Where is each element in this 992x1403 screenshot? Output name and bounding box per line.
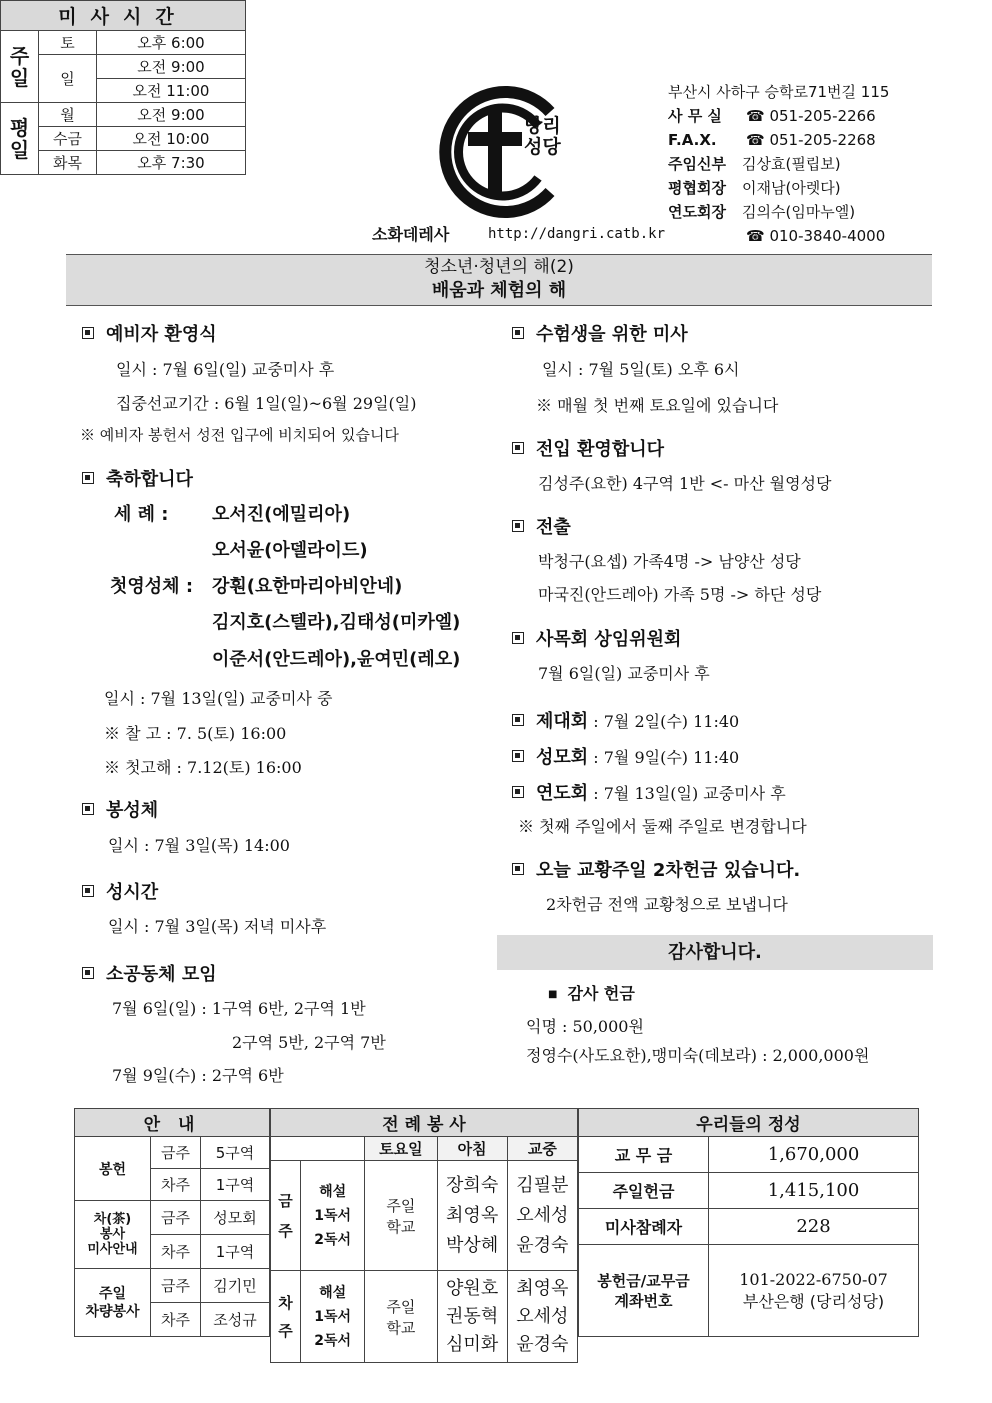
guide-value: 성모회 — [201, 1201, 270, 1235]
text-line: 일시 : 7월 5일(토) 오후 6시 — [542, 360, 740, 379]
text-line: 익명 : 50,000원 — [526, 1017, 644, 1036]
guide-key: 금주 — [151, 1201, 201, 1235]
guide-category: 차(茶) 봉사 미사안내 — [75, 1201, 151, 1269]
mass-time: 오전 9:00 — [97, 55, 246, 79]
guide-value: 김기민 — [201, 1269, 270, 1303]
organization-name: 소화데레사 — [372, 225, 450, 244]
mass-time: 오전 10:00 — [97, 127, 246, 151]
bullet-icon — [512, 327, 524, 339]
liturgy-title: 전 례 봉 사 — [271, 1109, 578, 1137]
logo-text: 당리 성당 — [524, 115, 561, 158]
account-bank: 부산은행 (당리성당) — [742, 1291, 885, 1311]
guide-category: 봉헌 — [75, 1137, 151, 1201]
guide-key: 금주 — [151, 1269, 201, 1303]
contact-row: F.A.X. ☎ 051-205-2268 — [668, 131, 876, 149]
liturgy-col: 교중 — [507, 1137, 577, 1161]
text-line: ※ 첫고해 : 7.12(토) 16:00 — [104, 758, 302, 777]
liturgy-main: 김필분 오세성 윤경숙 — [507, 1161, 577, 1271]
guide-key: 금주 — [151, 1137, 201, 1169]
section-papal-collection: 오늘 교황주일 2차헌금 있습니다. — [512, 856, 800, 882]
mass-day: 일 — [39, 55, 97, 103]
text-line: 마국진(안드레아) 가족 5명 -> 하단 성당 — [538, 585, 822, 604]
section-congrats: 축하합니다 — [82, 465, 193, 491]
text-line: ※ 매월 첫 번째 토요일에 있습니다 — [536, 396, 779, 415]
section-holy-hour: 성시간 — [82, 878, 158, 904]
liturgy-morning: 장희숙 최영옥 박상혜 — [437, 1161, 507, 1271]
text-line: 김성주(요한) 4구역 1반 <- 마산 월영성당 — [538, 474, 832, 493]
communion-name: 김지호(스텔라),김태성(미카엘) — [212, 612, 461, 633]
liturgy-col: 토요일 — [365, 1137, 437, 1161]
sunday-label: 주일 — [1, 31, 39, 103]
bullet-icon — [82, 967, 94, 979]
thanks-sub: ■ 감사 헌금 — [548, 984, 635, 1003]
offering-value: 228 — [709, 1209, 919, 1245]
bullet-icon — [82, 472, 94, 484]
logo-cross-horizontal — [468, 132, 522, 146]
mass-schedule-table — [0, 0, 246, 175]
text-line: 7월 6일(일) : 1구역 6반, 2구역 1반 — [112, 999, 366, 1018]
text-line: 일시 : 7월 3일(목) 14:00 — [108, 836, 290, 855]
contact-block — [668, 80, 889, 248]
contact-row: 연도회장 김의수(임마누엘) — [668, 203, 856, 221]
bullet-icon — [512, 520, 524, 532]
liturgy-col: 아침 — [437, 1137, 507, 1161]
liturgy-roles: 해설 1독서 2독서 — [301, 1271, 365, 1363]
bullet-icon — [82, 803, 94, 815]
text-line: ※ 찰 고 : 7. 5(토) 16:00 — [104, 724, 287, 743]
mass-time: 오전 11:00 — [97, 79, 246, 103]
bullet-icon — [82, 327, 94, 339]
liturgy-week-label: 금주 — [271, 1161, 301, 1271]
communion-name: 이준서(안드레아),윤여민(레오) — [212, 649, 461, 670]
guide-key: 차주 — [151, 1235, 201, 1269]
mass-day: 화목 — [39, 151, 97, 175]
guide-value: 1구역 — [201, 1235, 270, 1269]
section-catechumen: 예비자 환영식 — [82, 320, 217, 346]
contact-row: 사 무 실 ☎ 051-205-2266 — [668, 107, 876, 125]
account-number: 101-2022-6750-07 — [739, 1269, 888, 1289]
contact-row: ☎ 010-3840-4000 — [746, 227, 886, 245]
baptism-name: 오서윤(아델라이드) — [212, 540, 368, 561]
offering-title: 우리들의 정성 — [579, 1109, 919, 1137]
offering-value: 1,415,100 — [709, 1173, 919, 1209]
communion-name: 강훤(요한마리아비안네) — [212, 576, 403, 597]
section-communion-sick: 봉성체 — [82, 796, 158, 822]
mass-day: 수금 — [39, 127, 97, 151]
guide-category: 주일 차량봉사 — [75, 1269, 151, 1337]
liturgy-week-label: 차주 — [271, 1271, 301, 1363]
text-line: 7월 9일(수) : 2구역 6반 — [112, 1066, 284, 1085]
banner-line1: 청소년·청년의 해(2) — [424, 257, 574, 277]
guide-title: 안 내 — [75, 1109, 270, 1137]
banner-line2: 배움과 체험의 해 — [431, 280, 567, 301]
liturgy-sat: 주일 학교 — [365, 1161, 437, 1271]
section-legion: 성모회 : 7월 9일(수) 11:40 — [512, 743, 739, 769]
liturgy-roles: 해설 1독서 2독서 — [301, 1161, 365, 1271]
guide-key: 차주 — [151, 1169, 201, 1201]
guide-value: 조성규 — [201, 1303, 270, 1337]
text-line: 일시 : 7월 13일(일) 교중미사 중 — [104, 689, 333, 708]
guide-table — [74, 1108, 270, 1337]
bullet-icon — [82, 885, 94, 897]
text-line: 7월 6일(일) 교중미사 후 — [538, 664, 710, 683]
baptism-label: 세 례 : — [114, 504, 169, 525]
contact-row: 주임신부 김상효(필립보) — [668, 155, 841, 173]
text-line: 일시 : 7월 3일(목) 저녁 미사후 — [108, 917, 327, 936]
address: 부산시 사하구 승학로71번길 115 — [668, 83, 890, 101]
mass-time: 오후 7:30 — [97, 151, 246, 175]
mass-time: 오후 6:00 — [97, 31, 246, 55]
text-line: 정영수(사도요한),맹미숙(데보라) : 2,000,000원 — [526, 1046, 870, 1065]
offering-label: 교 무 금 — [579, 1137, 709, 1173]
logo-cross-vertical — [488, 108, 502, 196]
website-link[interactable]: http://dangri.catb.kr — [488, 226, 666, 242]
mass-day: 토 — [39, 31, 97, 55]
text-line: ※ 예비자 봉헌서 성전 입구에 비치되어 있습니다 — [80, 426, 399, 444]
baptism-name: 오서진(에밀리아) — [212, 504, 351, 525]
bullet-icon — [512, 632, 524, 644]
text-line: 2차헌금 전액 교황청으로 보냅니다 — [546, 895, 788, 914]
offering-value: 1,670,000 — [709, 1137, 919, 1173]
guide-key: 차주 — [151, 1303, 201, 1337]
theme-banner — [66, 254, 932, 306]
section-small-community: 소공동체 모임 — [82, 960, 217, 986]
bullet-icon — [512, 442, 524, 454]
section-funeral-society: 연도회 : 7월 13일(일) 교중미사 후 — [512, 779, 786, 805]
offering-table — [578, 1108, 919, 1337]
guide-value: 1구역 — [201, 1169, 270, 1201]
bullet-icon — [512, 714, 524, 726]
weekday-label: 평일 — [1, 103, 39, 175]
offering-label: 미사참례자 — [579, 1209, 709, 1245]
section-altar-society: 제대회 : 7월 2일(수) 11:40 — [512, 707, 739, 733]
bullet-icon — [512, 750, 524, 762]
mass-day: 월 — [39, 103, 97, 127]
liturgy-table — [270, 1108, 578, 1363]
account-label: 봉헌금/교무금 계좌번호 — [579, 1245, 709, 1337]
account-info — [709, 1245, 919, 1337]
guide-value: 5구역 — [201, 1137, 270, 1169]
section-transfer-out: 전출 — [512, 513, 571, 539]
section-committee: 사목회 상임위원회 — [512, 625, 681, 651]
liturgy-sat: 주일 학교 — [365, 1271, 437, 1363]
bullet-icon — [512, 863, 524, 875]
thanks-header: 감사합니다. — [497, 935, 933, 970]
liturgy-morning: 양원호 권동혁 심미화 — [437, 1271, 507, 1363]
offering-label: 주일헌금 — [579, 1173, 709, 1209]
text-line: 2구역 5반, 2구역 7반 — [232, 1033, 386, 1052]
church-logo — [432, 82, 582, 222]
square-bullet-icon: ■ — [548, 989, 558, 1000]
bullet-icon — [512, 786, 524, 798]
text-line: 일시 : 7월 6일(일) 교중미사 후 — [116, 360, 335, 379]
text-line: ※ 첫째 주일에서 둘째 주일로 변경합니다 — [518, 817, 807, 836]
contact-row: 평협회장 이재남(아렛다) — [668, 179, 841, 197]
mass-time: 오전 9:00 — [97, 103, 246, 127]
liturgy-main: 최영옥 오세성 윤경숙 — [507, 1271, 577, 1363]
section-exam-mass: 수험생을 위한 미사 — [512, 320, 688, 346]
mass-title: 미사시간 — [1, 1, 246, 31]
text-line: 집중선교기간 : 6월 1일(일)~6월 29일(일) — [116, 394, 417, 413]
communion-label: 첫영성체 : — [110, 576, 194, 597]
section-welcome: 전입 환영합니다 — [512, 435, 664, 461]
text-line: 박청구(요셉) 가족4명 -> 남양산 성당 — [538, 552, 801, 571]
